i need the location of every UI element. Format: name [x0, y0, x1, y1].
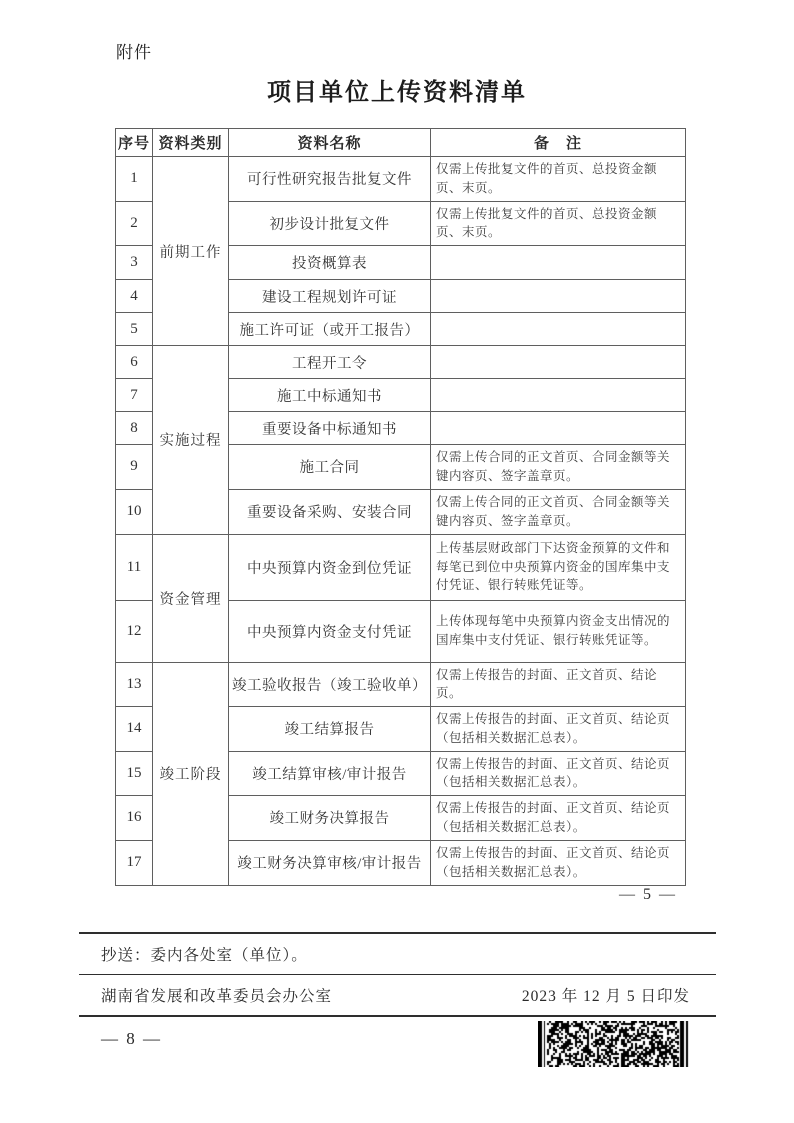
- row-no: 6: [116, 346, 153, 379]
- row-no: 3: [116, 246, 153, 280]
- row-no: 5: [116, 313, 153, 346]
- materials-table: [115, 128, 686, 886]
- remark-cell: 仅需上传报告的封面、正文首页、结论页（包括相关数据汇总表）。: [431, 707, 686, 752]
- remark-cell: 仅需上传合同的正文首页、合同金额等关键内容页、签字盖章页。: [431, 489, 686, 534]
- remark-cell: [431, 412, 686, 445]
- issuer-row: [79, 975, 716, 1015]
- row-no: 1: [116, 157, 153, 202]
- issue-date: 2023 年 12 月 5 日印发: [521, 988, 690, 1005]
- table-header-row: [116, 129, 686, 157]
- remark-cell: 仅需上传合同的正文首页、合同金额等关键内容页、签字盖章页。: [431, 445, 686, 490]
- category-cell: 前期工作: [153, 157, 229, 346]
- footer-page-number: — 8 —: [101, 1029, 162, 1048]
- remark-cell: [431, 246, 686, 280]
- category-cell: 实施过程: [153, 346, 229, 535]
- material-name: 施工合同: [229, 445, 431, 490]
- row-no: 4: [116, 280, 153, 313]
- row-no: 2: [116, 201, 153, 246]
- page-title: 项目单位上传资料清单: [267, 80, 527, 106]
- row-no: 14: [116, 707, 153, 752]
- row-no: 13: [116, 662, 153, 707]
- material-name: 重要设备中标通知书: [229, 412, 431, 445]
- row-no: 15: [116, 751, 153, 796]
- material-name: 投资概算表: [229, 246, 431, 280]
- material-name: 中央预算内资金到位凭证: [229, 534, 431, 600]
- barcode-image: [538, 1021, 690, 1067]
- row-no: 17: [116, 840, 153, 885]
- table-page-number: — 5 —: [619, 886, 677, 903]
- remark-cell: [431, 346, 686, 379]
- remark-cell: 仅需上传报告的封面、正文首页、结论页。: [431, 662, 686, 707]
- material-name: 竣工验收报告（竣工验收单）: [229, 662, 431, 707]
- remark-cell: 仅需上传报告的封面、正文首页、结论页（包括相关数据汇总表）。: [431, 840, 686, 885]
- remark-cell: 上传基层财政部门下达资金预算的文件和每笔已到位中央预算内资金的国库集中支付凭证、银行转账凭证等。: [431, 534, 686, 600]
- row-no: 12: [116, 600, 153, 662]
- row-no: 10: [116, 489, 153, 534]
- attachment-label: 附件: [116, 43, 152, 62]
- table-row: [116, 157, 686, 202]
- material-name: 工程开工令: [229, 346, 431, 379]
- row-no: 8: [116, 412, 153, 445]
- row-no: 9: [116, 445, 153, 490]
- remark-cell: 仅需上传报告的封面、正文首页、结论页（包括相关数据汇总表）。: [431, 796, 686, 841]
- copy-to-line: 抄送：委内各处室（单位）。: [101, 947, 308, 964]
- table-row: [116, 346, 686, 379]
- remark-cell: [431, 313, 686, 346]
- footer-bottom-row: [79, 1017, 716, 1067]
- category-cell: 竣工阶段: [153, 662, 229, 885]
- row-no: 11: [116, 534, 153, 600]
- remark-cell: 上传体现每笔中央预算内资金支出情况的国库集中支付凭证、银行转账凭证等。: [431, 600, 686, 662]
- material-name: 施工中标通知书: [229, 379, 431, 412]
- material-name: 施工许可证（或开工报告）: [229, 313, 431, 346]
- remark-cell: [431, 379, 686, 412]
- remark-cell: 仅需上传批复文件的首页、总投资金额页、末页。: [431, 201, 686, 246]
- remark-cell: [431, 280, 686, 313]
- material-name: 可行性研究报告批复文件: [229, 157, 431, 202]
- header-name: 资料名称: [229, 129, 431, 157]
- remark-cell: 仅需上传报告的封面、正文首页、结论页（包括相关数据汇总表）。: [431, 751, 686, 796]
- table-row: [116, 662, 686, 707]
- material-name: 建设工程规划许可证: [229, 280, 431, 313]
- issuer-name: 湖南省发展和改革委员会办公室: [101, 988, 333, 1005]
- material-name: 竣工财务决算审核/审计报告: [229, 840, 431, 885]
- row-no: 16: [116, 796, 153, 841]
- document-footer: [79, 932, 716, 1067]
- material-name: 竣工财务决算报告: [229, 796, 431, 841]
- category-cell: 资金管理: [153, 534, 229, 662]
- header-remark: 备 注: [431, 129, 686, 157]
- row-no: 7: [116, 379, 153, 412]
- remark-cell: 仅需上传批复文件的首页、总投资金额页、末页。: [431, 157, 686, 202]
- material-name: 初步设计批复文件: [229, 201, 431, 246]
- material-name: 竣工结算报告: [229, 707, 431, 752]
- table-row: [116, 534, 686, 600]
- material-name: 重要设备采购、安装合同: [229, 489, 431, 534]
- header-category: 资料类别: [153, 129, 229, 157]
- material-name: 竣工结算审核/审计报告: [229, 751, 431, 796]
- header-no: 序号: [116, 129, 153, 157]
- material-name: 中央预算内资金支付凭证: [229, 600, 431, 662]
